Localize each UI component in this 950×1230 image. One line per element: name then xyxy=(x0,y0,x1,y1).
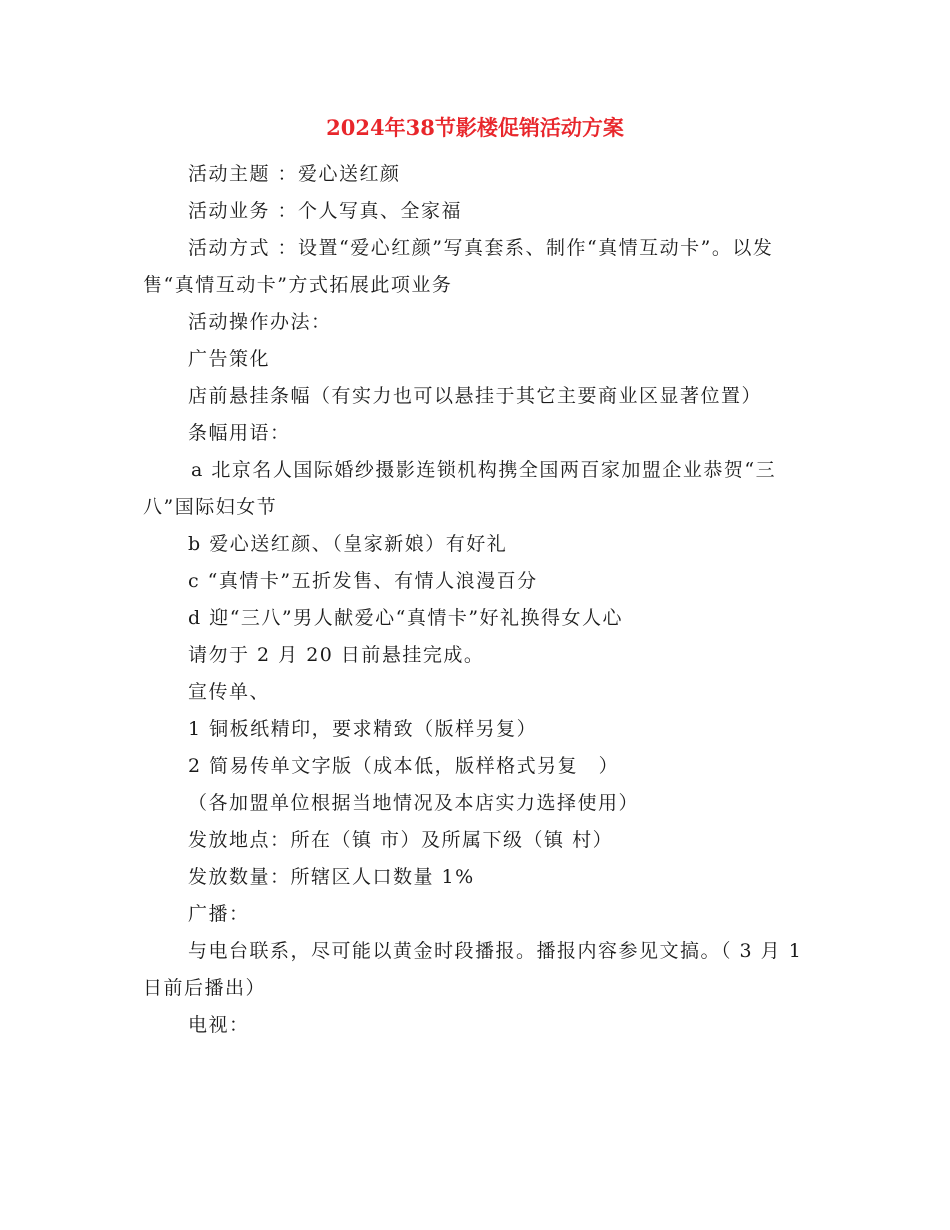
paragraph-distribution-location: 发放地点：所在（镇 市）及所属下级（镇 村） xyxy=(188,829,614,851)
paragraph-banner-slogans: 条幅用语： xyxy=(188,422,291,444)
paragraph-activity-theme: 活动主题 ：爱心送红颜 xyxy=(188,163,401,185)
document-body xyxy=(143,156,813,1044)
paragraph-flyer-note: （各加盟单位根据当地情况及本店实力选择使用） xyxy=(188,792,640,814)
paragraph-hang-deadline: 请勿于 2 月 20 日前悬挂完成。 xyxy=(188,644,485,666)
paragraph-slogan-c: c “真情卡”五折发售、有情人浪漫百分 xyxy=(188,570,538,592)
document-title: 2024年38节影楼促销活动方案 xyxy=(326,115,624,140)
paragraph-banner-hanging: 店前悬挂条幅（有实力也可以悬挂于其它主要商业区显著位置） xyxy=(188,385,763,407)
paragraph-flyer-1: 1 铜板纸精印，要求精致（版样另复） xyxy=(188,718,538,740)
paragraph-tv: 电视： xyxy=(188,1014,250,1036)
paragraph-flyer-2: 2 简易传单文字版（成本低，版样格式另复 ） xyxy=(188,755,620,777)
paragraph-radio: 广播： xyxy=(188,903,250,925)
paragraph-flyers: 宣传单、 xyxy=(188,681,271,703)
paragraph-radio-detail: 与电台联系，尽可能以黄金时段播报。播报内容参见文搞。（ 3 月 1 日前后播出） xyxy=(143,940,803,999)
paragraph-slogan-a: a 北京名人国际婚纱摄影连锁机构携全国两百家加盟企业恭贺“三八”国际妇女节 xyxy=(143,459,777,518)
paragraph-ad-planning: 广告策化 xyxy=(188,348,271,370)
paragraph-slogan-b: b 爱心送红颜、（皇家新娘）有好礼 xyxy=(188,533,508,555)
paragraph-activity-method: 活动方式 ：设置“爱心红颜”写真套系、制作“真情互动卡”。以发售“真情互动卡”方式拓展此项业务 xyxy=(143,237,774,296)
paragraph-distribution-quantity: 发放数量：所辖区人口数量 1% xyxy=(188,866,475,888)
paragraph-activity-business: 活动业务 ：个人写真、全家福 xyxy=(188,200,463,222)
paragraph-slogan-d: d 迎“三八”男人献爱心“真情卡”好礼换得女人心 xyxy=(188,607,624,629)
paragraph-operation-method: 活动操作办法： xyxy=(188,311,332,333)
